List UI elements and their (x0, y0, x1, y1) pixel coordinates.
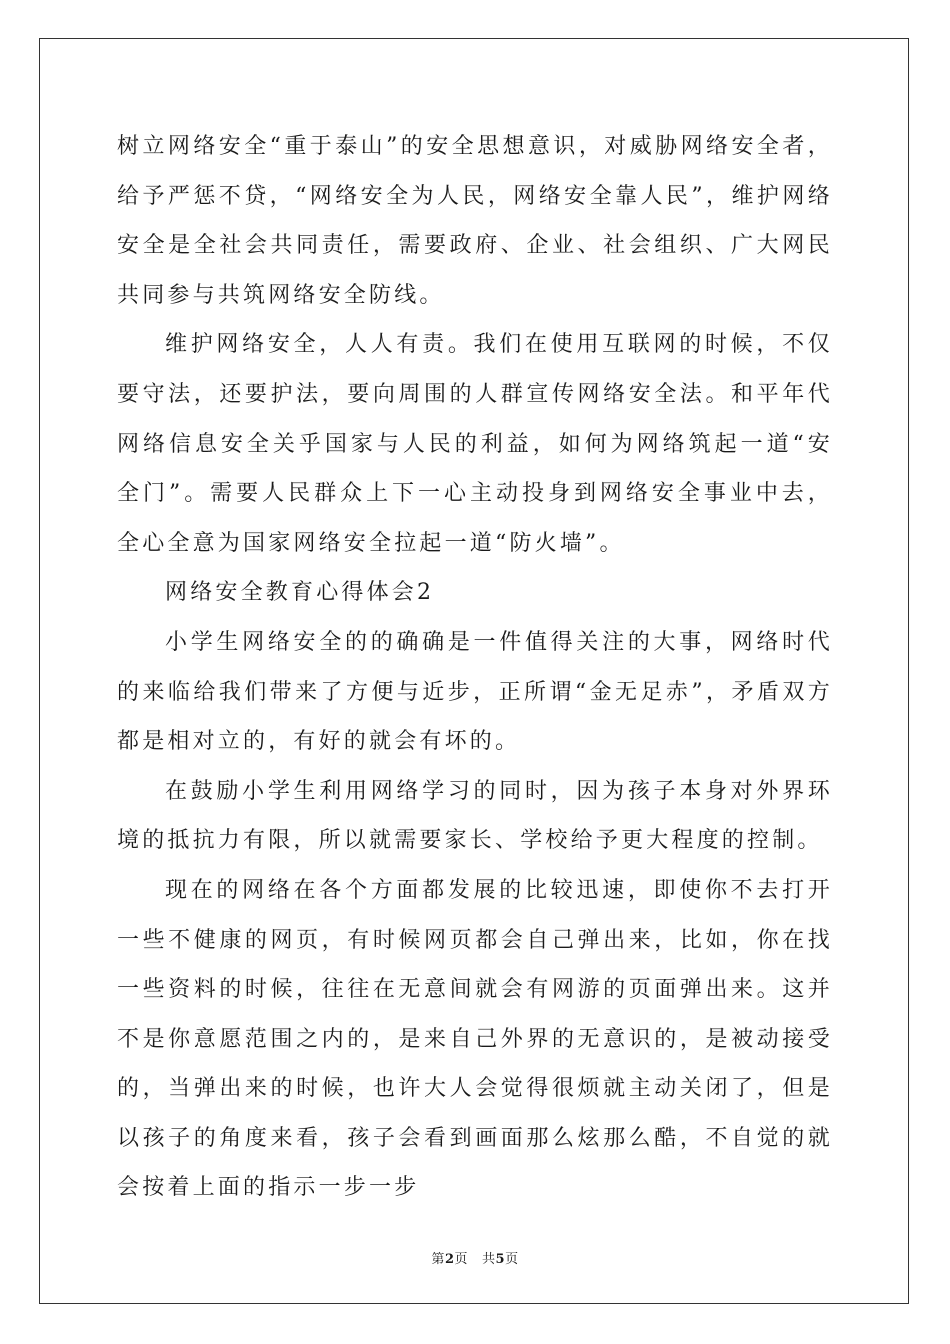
page-suffix: 页 (454, 1252, 468, 1267)
page-footer (0, 1248, 950, 1267)
paragraph-5: 现在的网络在各个方面都发展的比较迅速，即使你不去打开一些不健康的网页，有时候网页都会自己弹出来，比如，你在找一些资料的时候，往往在无意间就会有网游的页面弹出来。这并不是你意愿范围之内的，是来自己外界的无意识的，是被动接受的，当弹出来的时候，也许大人会觉得很烦就主动关闭了，但是以孩子的角度来看，孩子会看到画面那么炫那么酷，不自觉的就会按着上面的指示一步一步 (117, 877, 833, 1201)
paragraph-3: 小学生网络安全的的确确是一件值得关注的大事，网络时代的来临给我们带来了方便与近步，正所谓“金无足赤”，矛盾双方都是相对立的，有好的就会有坏的。 (117, 629, 833, 755)
page-prefix: 第 (431, 1252, 445, 1267)
total-prefix: 共 (482, 1252, 496, 1267)
paragraph-4: 在鼓励小学生利用网络学习的同时，因为孩子本身对外界环境的抵抗力有限，所以就需要家长、学校给予更大程度的控制。 (117, 778, 833, 854)
section-heading: 网络安全教育心得体会2 (165, 580, 435, 606)
total-suffix: 页 (505, 1252, 519, 1267)
document-body (117, 122, 833, 1213)
current-page-number: 2 (444, 1252, 455, 1267)
total-page-count: 5 (495, 1252, 506, 1267)
paragraph-2: 维护网络安全，人人有责。我们在使用互联网的时候，不仅要守法，还要护法，要向周围的人群宣传网络安全法。和平年代网络信息安全关乎国家与人民的利益，如何为网络筑起一道“安全门”。需要人民群众上下一心主动投身到网络安全事业中去，全心全意为国家网络安全拉起一道“防火墙”。 (117, 332, 833, 556)
paragraph-1: 树立网络安全“重于泰山”的安全思想意识，对威胁网络安全者，给予严惩不贷，“网络安全为人民，网络安全靠人民”，维护网络安全是全社会共同责任，需要政府、企业、社会组织、广大网民共同参与共筑网络安全防线。 (117, 134, 833, 308)
